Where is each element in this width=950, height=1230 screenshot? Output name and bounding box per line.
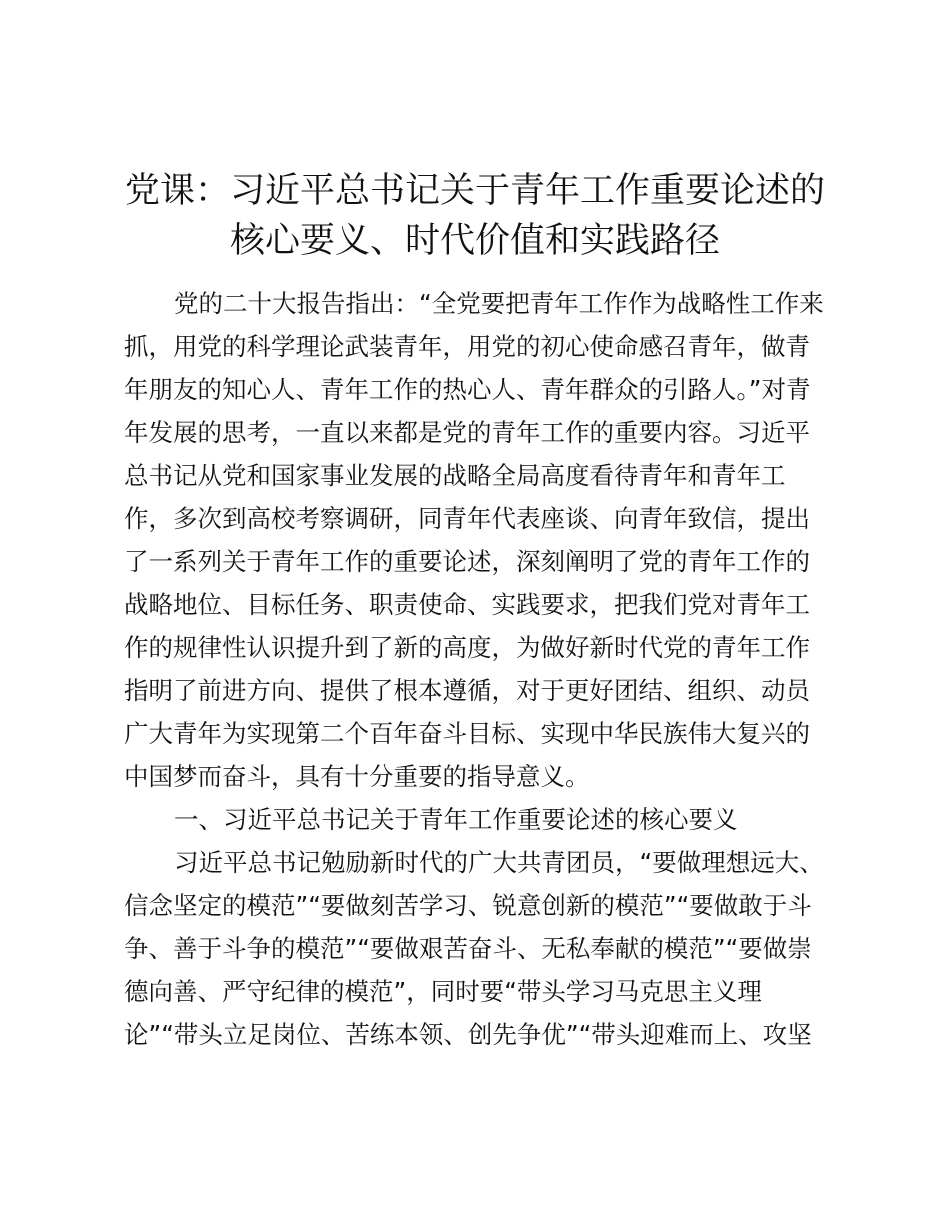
paragraph-line: 论”“带头立足岗位、苦练本领、创先争优”“带头迎难而上、攻坚 bbox=[124, 1020, 812, 1049]
paragraph-line: 抓，用党的科学理论武装青年，用党的初心使命感召青年，做青 bbox=[124, 332, 810, 361]
paragraph-line: 年发展的思考，一直以来都是党的青年工作的重要内容。习近平 bbox=[124, 418, 810, 447]
paragraph-line: 作的规律性认识提升到了新的高度，为做好新时代党的青年工作 bbox=[124, 633, 810, 662]
document-title bbox=[60, 166, 890, 266]
paragraph-line: 习近平总书记勉励新时代的广大共青团员，“要做理想远大、 bbox=[174, 848, 824, 877]
paragraph-line: 了一系列关于青年工作的重要论述，深刻阐明了党的青年工作的 bbox=[124, 547, 810, 576]
paragraph-line: 信念坚定的模范”“要做刻苦学习、锐意创新的模范”“要做敢于斗 bbox=[124, 891, 812, 920]
paragraph-line: 作，多次到高校考察调研，同青年代表座谈、向青年致信，提出 bbox=[124, 504, 810, 533]
paragraph-line: 指明了前进方向、提供了根本遵循，对于更好团结、组织、动员 bbox=[124, 676, 810, 705]
paragraph-line: 中国梦而奋斗，具有十分重要的指导意义。 bbox=[124, 762, 590, 791]
section-heading-1: 一、习近平总书记关于青年工作重要论述的核心要义 bbox=[174, 805, 738, 834]
paragraph-line: 战略地位、目标任务、职责使命、实践要求，把我们党对青年工 bbox=[124, 590, 810, 619]
document-body bbox=[124, 282, 834, 1056]
paragraph-line: 德向善、严守纪律的模范”，同时要“带头学习马克思主义理 bbox=[124, 977, 762, 1006]
paragraph-line: 党的二十大报告指出：“全党要把青年工作作为战略性工作来 bbox=[174, 289, 824, 318]
paragraph-line: 年朋友的知心人、青年工作的热心人、青年群众的引路人。”对青 bbox=[124, 375, 811, 404]
paragraph-line: 广大青年为实现第二个百年奋斗目标、实现中华民族伟大复兴的 bbox=[124, 719, 810, 748]
paragraph-2 bbox=[124, 841, 834, 1056]
title-line-1: 党课：习近平总书记关于青年工作重要论述的 bbox=[124, 171, 825, 211]
title-line-2: 核心要义、时代价值和实践路径 bbox=[229, 221, 720, 261]
paragraph-1 bbox=[124, 282, 834, 798]
paragraph-line: 总书记从党和国家事业发展的战略全局高度看待青年和青年工 bbox=[124, 461, 786, 490]
paragraph-line: 争、善于斗争的模范”“要做艰苦奋斗、无私奉献的模范”“要做崇 bbox=[124, 934, 812, 963]
